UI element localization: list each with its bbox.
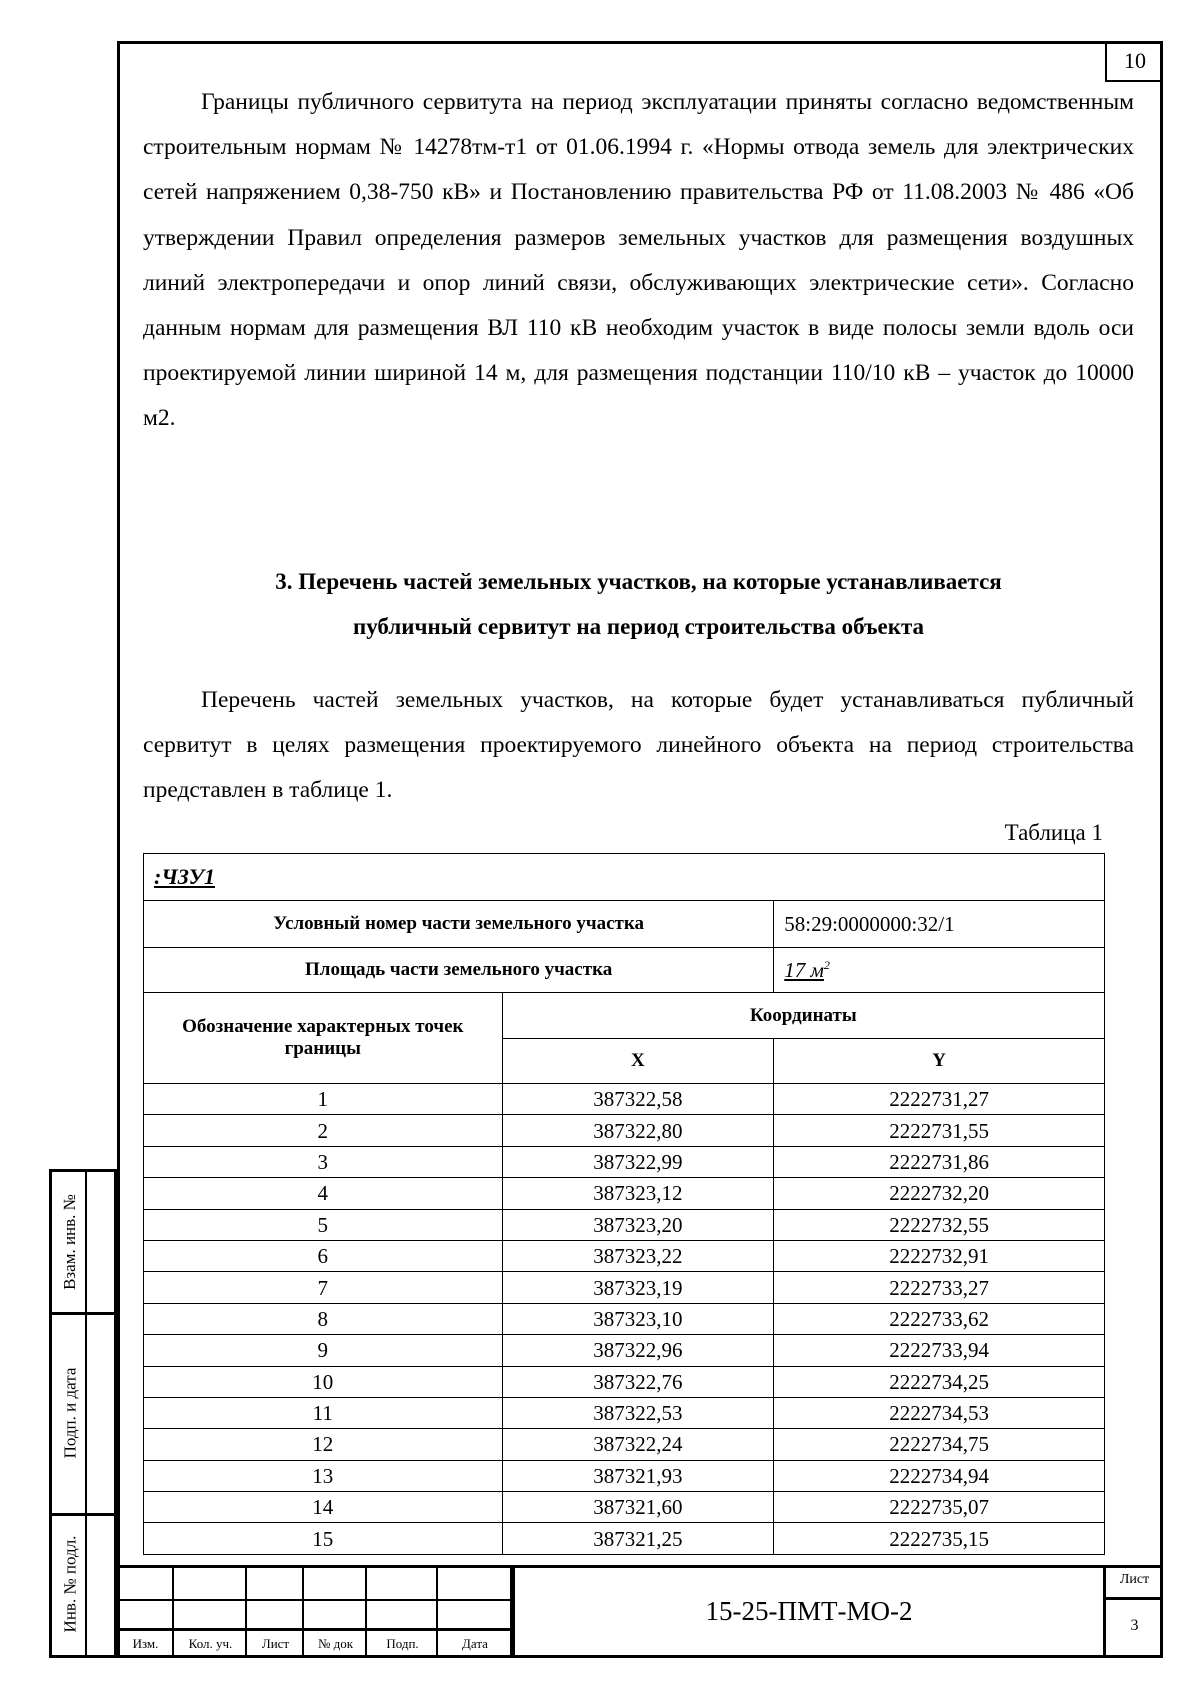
cond-number-label: Условный номер части земельного участка <box>144 901 774 948</box>
table-row <box>144 1429 1105 1460</box>
parcel-id: :ЧЗУ1 <box>144 854 1105 901</box>
stamp-field-original-inv: Инв. № подл. <box>60 1535 79 1633</box>
x-value: 387323,20 <box>502 1209 774 1240</box>
sheet-label: Лист <box>1119 1572 1150 1587</box>
table-row <box>144 1115 1105 1146</box>
area-value-cell <box>774 948 1105 993</box>
table-row <box>144 1335 1105 1366</box>
paragraph-text: Границы публичного сервитута на период эксплуатации приняты согласно ведомственным строительным нормам № 14278тм-т1 от 01.06.1994 г. «Нормы отвода земель для электрических сетей напряжением 0,38-750 кВ» и Постановлению правительства РФ от 11.08.2003 № 486 «Об утверждении Правил определения размеров земельных участков для размещения воздушных линий электропередачи и опор линий связи, обслуживающих электрические сети». Согласно данным нормам для размещения ВЛ 110 кВ необходим участок в виде полосы земли вдоль оси проектируемой линии шириной 14 м, для размещения подстанции 110/10 кВ – участок до 10000 м2. <box>143 89 1134 432</box>
heading-line-1: 3. Перечень частей земельных участков, на которые устанавливается <box>275 569 1002 594</box>
y-value: 2222732,91 <box>774 1240 1105 1271</box>
x-value: 387322,58 <box>502 1084 774 1115</box>
label-date: Дата <box>462 1636 488 1651</box>
cond-number-value: 58:29:0000000:32/1 <box>774 901 1105 948</box>
section-heading <box>143 559 1134 649</box>
point-number: 7 <box>144 1272 503 1303</box>
y-value: 2222733,27 <box>774 1272 1105 1303</box>
y-value: 2222731,55 <box>774 1115 1105 1146</box>
x-value: 387323,10 <box>502 1303 774 1334</box>
y-value: 2222732,20 <box>774 1178 1105 1209</box>
point-number: 5 <box>144 1209 503 1240</box>
point-number: 11 <box>144 1397 503 1428</box>
x-value: 387323,12 <box>502 1178 774 1209</box>
points-header: Обозначение характерных точек границы <box>144 993 503 1084</box>
sheet-cell <box>1103 1565 1163 1658</box>
y-value: 2222732,55 <box>774 1209 1105 1240</box>
label-signature: Подп. <box>386 1636 419 1651</box>
point-number: 4 <box>144 1178 503 1209</box>
table-row <box>144 1366 1105 1397</box>
coordinates-table <box>143 853 1105 1555</box>
point-number: 6 <box>144 1240 503 1271</box>
y-value: 2222734,75 <box>774 1429 1105 1460</box>
point-number: 2 <box>144 1115 503 1146</box>
point-number: 9 <box>144 1335 503 1366</box>
label-izm: Изм. <box>132 1636 159 1651</box>
y-value: 2222735,15 <box>774 1523 1105 1554</box>
stamp-field-signature-date: Подп. и дата <box>60 1367 80 1458</box>
y-value: 2222735,07 <box>774 1492 1105 1523</box>
point-number: 8 <box>144 1303 503 1334</box>
label-doc-number: № док <box>317 1636 354 1651</box>
point-number: 12 <box>144 1429 503 1460</box>
point-number: 15 <box>144 1523 503 1554</box>
table-row <box>144 1209 1105 1240</box>
x-value: 387323,19 <box>502 1272 774 1303</box>
point-number: 10 <box>144 1366 503 1397</box>
point-number: 1 <box>144 1084 503 1115</box>
table-row <box>144 1460 1105 1491</box>
y-header: Y <box>774 1039 1105 1084</box>
x-value: 387321,25 <box>502 1523 774 1554</box>
label-kol-uch: Кол. уч. <box>188 1636 233 1651</box>
x-value: 387322,80 <box>502 1115 774 1146</box>
table-row <box>144 1084 1105 1115</box>
corner-page-number: 10 <box>1105 41 1163 82</box>
table-caption: Таблица 1 <box>1004 820 1103 845</box>
table-row <box>144 1397 1105 1428</box>
area-unit-sup: 2 <box>823 957 830 972</box>
x-value: 387322,53 <box>502 1397 774 1428</box>
y-value: 2222733,62 <box>774 1303 1105 1334</box>
sheet-number: 3 <box>1130 1617 1139 1634</box>
y-value: 2222734,53 <box>774 1397 1105 1428</box>
point-number: 3 <box>144 1146 503 1177</box>
paragraph-list-intro <box>143 678 1134 814</box>
table-row <box>144 1523 1105 1554</box>
table-row <box>144 1272 1105 1303</box>
label-list: Лист <box>261 1636 290 1651</box>
x-value: 387322,96 <box>502 1335 774 1366</box>
stamp-field-replaced-inv: Взам. инв. № <box>60 1194 79 1290</box>
y-value: 2222731,86 <box>774 1146 1105 1177</box>
y-value: 2222733,94 <box>774 1335 1105 1366</box>
x-value: 387322,76 <box>502 1366 774 1397</box>
area-label: Площадь части земельного участка <box>144 948 774 993</box>
document-code: 15-25-ПМТ-МО-2 <box>512 1565 1103 1658</box>
table-row <box>144 1240 1105 1271</box>
x-value: 387323,22 <box>502 1240 774 1271</box>
x-value: 387322,99 <box>502 1146 774 1177</box>
y-value: 2222734,94 <box>774 1460 1105 1491</box>
paragraph-servitude-bounds <box>143 80 1134 442</box>
table-row <box>144 1178 1105 1209</box>
y-value: 2222734,25 <box>774 1366 1105 1397</box>
y-value: 2222731,27 <box>774 1084 1105 1115</box>
table-row <box>144 1146 1105 1177</box>
point-number: 14 <box>144 1492 503 1523</box>
heading-line-2: публичный сервитут на период строительства объекта <box>352 614 925 639</box>
area-value: 17 м <box>784 957 824 982</box>
x-value: 387321,60 <box>502 1492 774 1523</box>
side-stamp <box>49 1169 117 1658</box>
x-value: 387321,93 <box>502 1460 774 1491</box>
coords-header: Координаты <box>502 993 1104 1039</box>
table-row <box>144 1303 1105 1334</box>
x-header: X <box>502 1039 774 1084</box>
point-number: 13 <box>144 1460 503 1491</box>
table-row <box>144 1492 1105 1523</box>
x-value: 387322,24 <box>502 1429 774 1460</box>
paragraph-text: Перечень частей земельных участков, на которые будет устанавливаться публичный сервитут в целях размещения проектируемого линейного объекта на период строительства представлен в таблице 1. <box>143 687 1134 804</box>
